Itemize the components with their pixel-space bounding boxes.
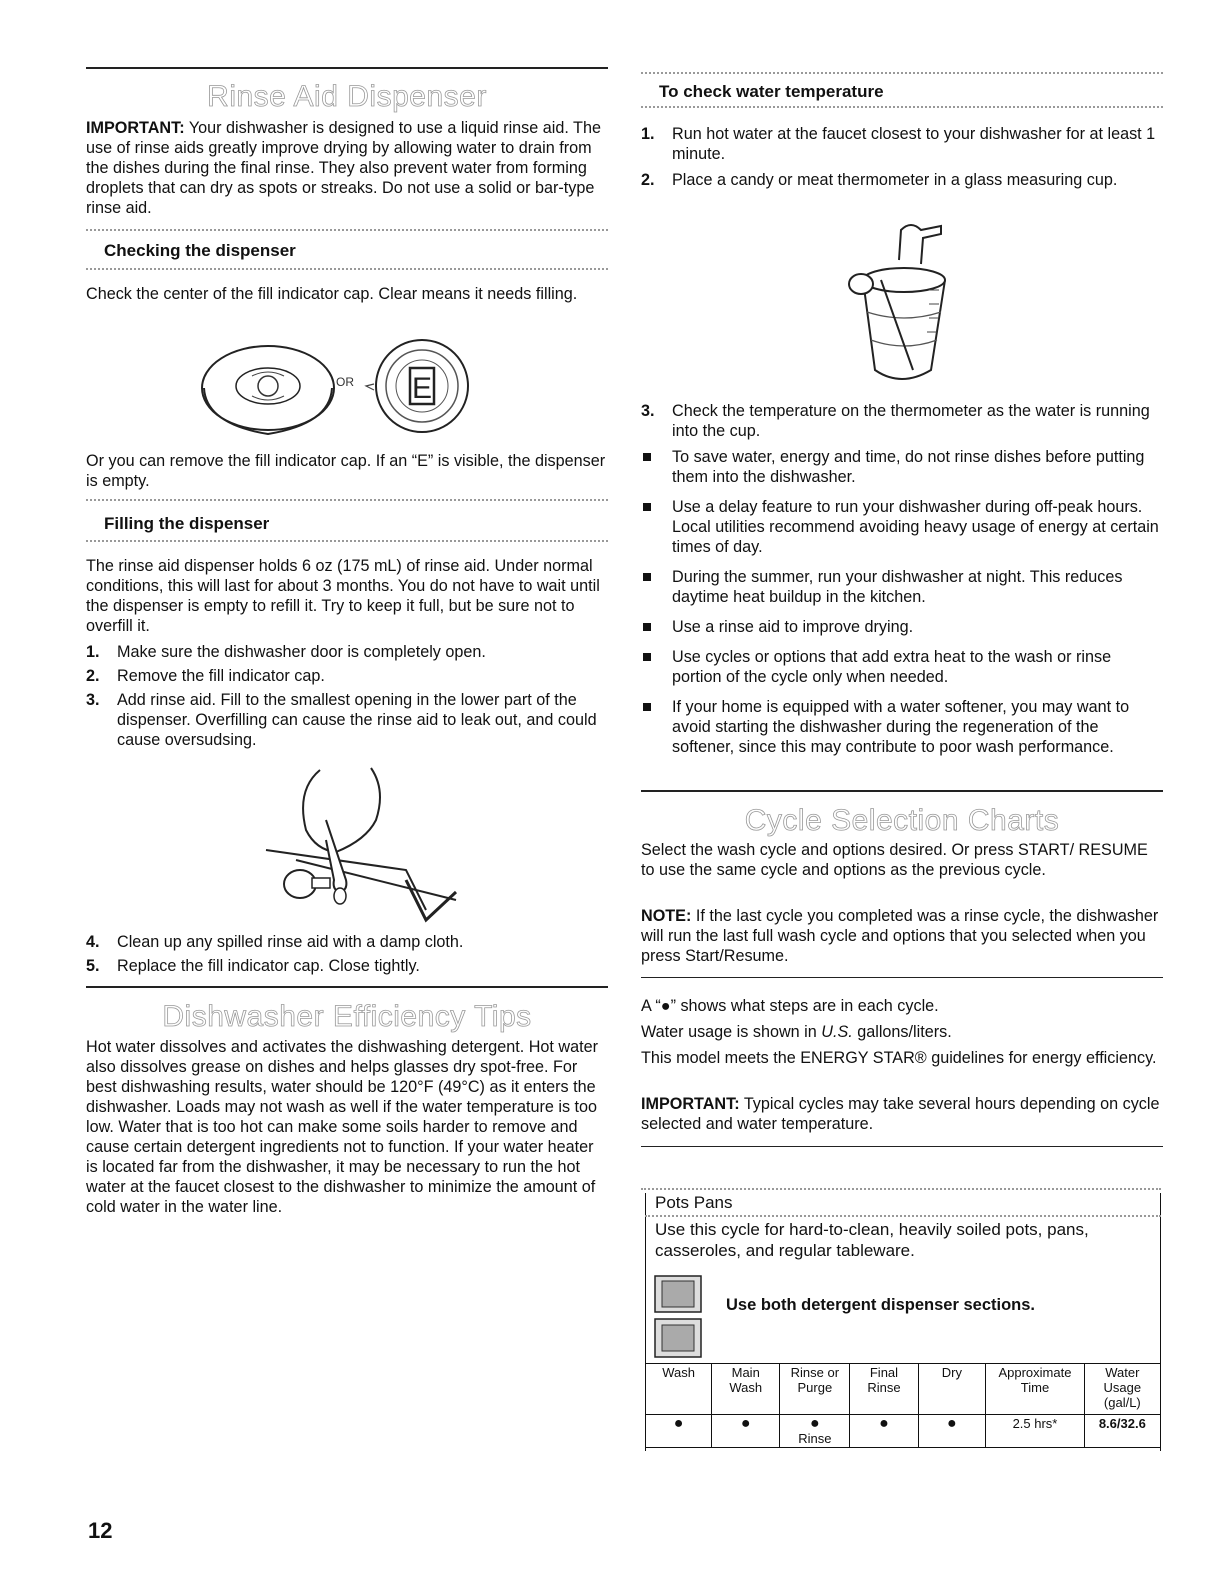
removal-text: Or you can remove the fill indicator cap. If an “E” is visible, the dispenser is empty. — [86, 452, 606, 490]
rinse-aid-important — [86, 118, 608, 218]
table-cell: ● — [918, 1415, 986, 1448]
list-item: To save water, energy and time, do not rinse dishes before putting them into the dishwasher. — [641, 447, 1163, 487]
efficiency-title: Dishwasher Efficiency Tips — [162, 1000, 532, 1033]
col-header: Rinse or Purge — [780, 1364, 850, 1415]
section-rule — [86, 986, 608, 988]
filling-steps-1-3 — [86, 642, 608, 750]
filling-heading: Filling the dispenser — [104, 514, 270, 533]
list-item: 1. Run hot water at the faucet closest to your dishwasher for at least 1 minute. — [641, 125, 1156, 163]
dotted-rule — [86, 268, 608, 270]
detergent-instruction: Use both detergent dispenser sections. — [726, 1296, 1035, 1314]
list-item: 2. Place a candy or meat thermometer in a glass measuring cup. — [641, 171, 1118, 189]
pouring-rinse-aid-illustration — [256, 760, 476, 930]
fill-indicator-cap-illustration — [198, 336, 498, 446]
table-cell: ● — [850, 1415, 918, 1448]
table-cell: 8.6/32.6 — [1084, 1415, 1160, 1448]
list-item: Use cycles or options that add extra heat to the wash or rinse portion of the cycle only when needed. — [641, 647, 1163, 687]
dotted-rule — [641, 106, 1163, 108]
list-item: 5. Replace the fill indicator cap. Close tightly. — [86, 957, 420, 975]
dotted-rule — [86, 540, 608, 542]
detergent-dispenser-icon — [654, 1275, 706, 1361]
cap-letter: E — [411, 372, 433, 405]
water-temp-steps-1-2 — [641, 124, 1163, 190]
table-row — [646, 1415, 1161, 1448]
checking-text: Check the center of the fill indicator cap. Clear means it needs filling. — [86, 285, 578, 303]
list-item: Use a rinse aid to improve drying. — [641, 617, 1163, 637]
list-item: 3. Check the temperature on the thermometer as the water is running into the cup. — [641, 402, 1150, 440]
col-header: Main Wash — [712, 1364, 780, 1415]
important-text: Your dishwasher is designed to use a liquid rinse aid. The use of rinse aids greatly improve drying by allowing water to drain from the dishes during the final rinse. They also prevent water from forming droplets that can dry as spots or streaks. Do not use a solid or bar-type rinse aid. — [86, 119, 601, 217]
table-cell: 2.5 hrs* — [986, 1415, 1084, 1448]
rinse-aid-title: Rinse Aid Dispenser — [207, 80, 487, 113]
cycle-description: Use this cycle for hard-to-clean, heavily soiled pots, pans, casseroles, and regular tableware. — [655, 1220, 1089, 1260]
col-header: Wash — [646, 1364, 712, 1415]
dot-legend: A “●” shows what steps are in each cycle. — [641, 997, 939, 1015]
list-item: 4. Clean up any spilled rinse aid with a damp cloth. — [86, 933, 464, 951]
section-rule — [641, 977, 1163, 978]
list-item: Use a delay feature to run your dishwasher during off-peak hours. Local utilities recommend avoiding heavy usage of energy at certain times of day. — [641, 497, 1163, 557]
list-item: 3. Add rinse aid. Fill to the smallest opening in the lower part of the dispenser. Overfilling can cause the rinse aid to leak out, and could cause oversudsing. — [86, 691, 597, 749]
dotted-rule — [86, 229, 608, 231]
section-rule — [641, 1146, 1163, 1147]
dotted-rule — [645, 1215, 1161, 1217]
table-cell: ● — [712, 1415, 780, 1448]
list-item: During the summer, run your dishwasher at night. This reduces daytime heat buildup in the kitchen. — [641, 567, 1163, 607]
note-text: If the last cycle you completed was a rinse cycle, the dishwasher will run the last full wash cycle and options that you selected when you press Start/Resume. — [641, 907, 1159, 965]
col-header: Approximate Time — [986, 1364, 1084, 1415]
table-cell: ● Rinse — [780, 1415, 850, 1448]
list-item: 2. Remove the fill indicator cap. — [86, 667, 325, 685]
col-header: Water Usage (gal/L) — [1084, 1364, 1160, 1415]
dotted-rule — [641, 72, 1163, 74]
efficiency-text: Hot water dissolves and activates the dishwashing detergent. Hot water also dissolves grease on dishes and helps glasses dry spot-free. For best dishwashing results, water should be 120°F (49°C) as it enters the dishwasher. Loads may not wash as well if the water temperature is too low. Water that is too hot can make some soils harder to remove and cause certain detergent ingredients not to function. If your water heater is located far from the dishwasher, it may be necessary to run the hot water at the faucet closest to the dishwasher to minimize the amount of cold water in the water line. — [86, 1038, 598, 1216]
cycle-charts-title: Cycle Selection Charts — [744, 804, 1060, 837]
important-label: IMPORTANT: — [86, 119, 185, 137]
note-label: NOTE: — [641, 907, 692, 925]
cycle-note — [641, 906, 1163, 966]
filling-text: The rinse aid dispenser holds 6 oz (175 mL) of rinse aid. Under normal conditions, this will last for about 3 months. You do not have to wait until the dispenser is empty to refill it. Try to keep it full, but be sure not to overfill it. — [86, 557, 600, 635]
table-header-row — [646, 1364, 1161, 1415]
or-label: OR — [336, 375, 354, 389]
left-column — [86, 0, 608, 1300]
water-usage-note: Water usage is shown in U.S. gallons/liters. — [641, 1023, 952, 1041]
checking-heading: Checking the dispenser — [104, 241, 296, 260]
col-header: Final Rinse — [850, 1364, 918, 1415]
measuring-cup-thermometer-illustration — [841, 220, 971, 390]
section-rule — [641, 790, 1163, 792]
energy-star-note: This model meets the ENERGY STAR® guidelines for energy efficiency. — [641, 1049, 1157, 1067]
water-temp-heading: To check water temperature — [659, 82, 884, 101]
dotted-rule — [641, 1188, 1161, 1190]
page-number: 12 — [88, 1518, 113, 1543]
dotted-rule — [86, 499, 608, 501]
filling-steps-4-5 — [86, 932, 608, 976]
efficiency-tips-list — [641, 447, 1163, 757]
list-item: If your home is equipped with a water softener, you may want to avoid starting the dishwasher during the regeneration of the softener, since this may contribute to poor wash performance. — [641, 697, 1163, 757]
rinse-sub-label: Rinse — [798, 1431, 832, 1446]
water-temp-step-3 — [641, 401, 1163, 441]
cycle-name: Pots Pans — [655, 1193, 733, 1212]
table-cell: ● — [646, 1415, 712, 1448]
cycle-important: IMPORTANT: Typical cycles may take several hours depending on cycle selected and water temperature. — [641, 1095, 1160, 1133]
list-item: 1. Make sure the dishwasher door is completely open. — [86, 643, 486, 661]
cycle-intro: Select the wash cycle and options desired. Or press START/ RESUME to use the same cycle and options as the previous cycle. — [641, 841, 1148, 879]
col-header: Dry — [918, 1364, 986, 1415]
cycle-steps-table — [645, 1363, 1161, 1448]
section-rule — [86, 67, 608, 69]
